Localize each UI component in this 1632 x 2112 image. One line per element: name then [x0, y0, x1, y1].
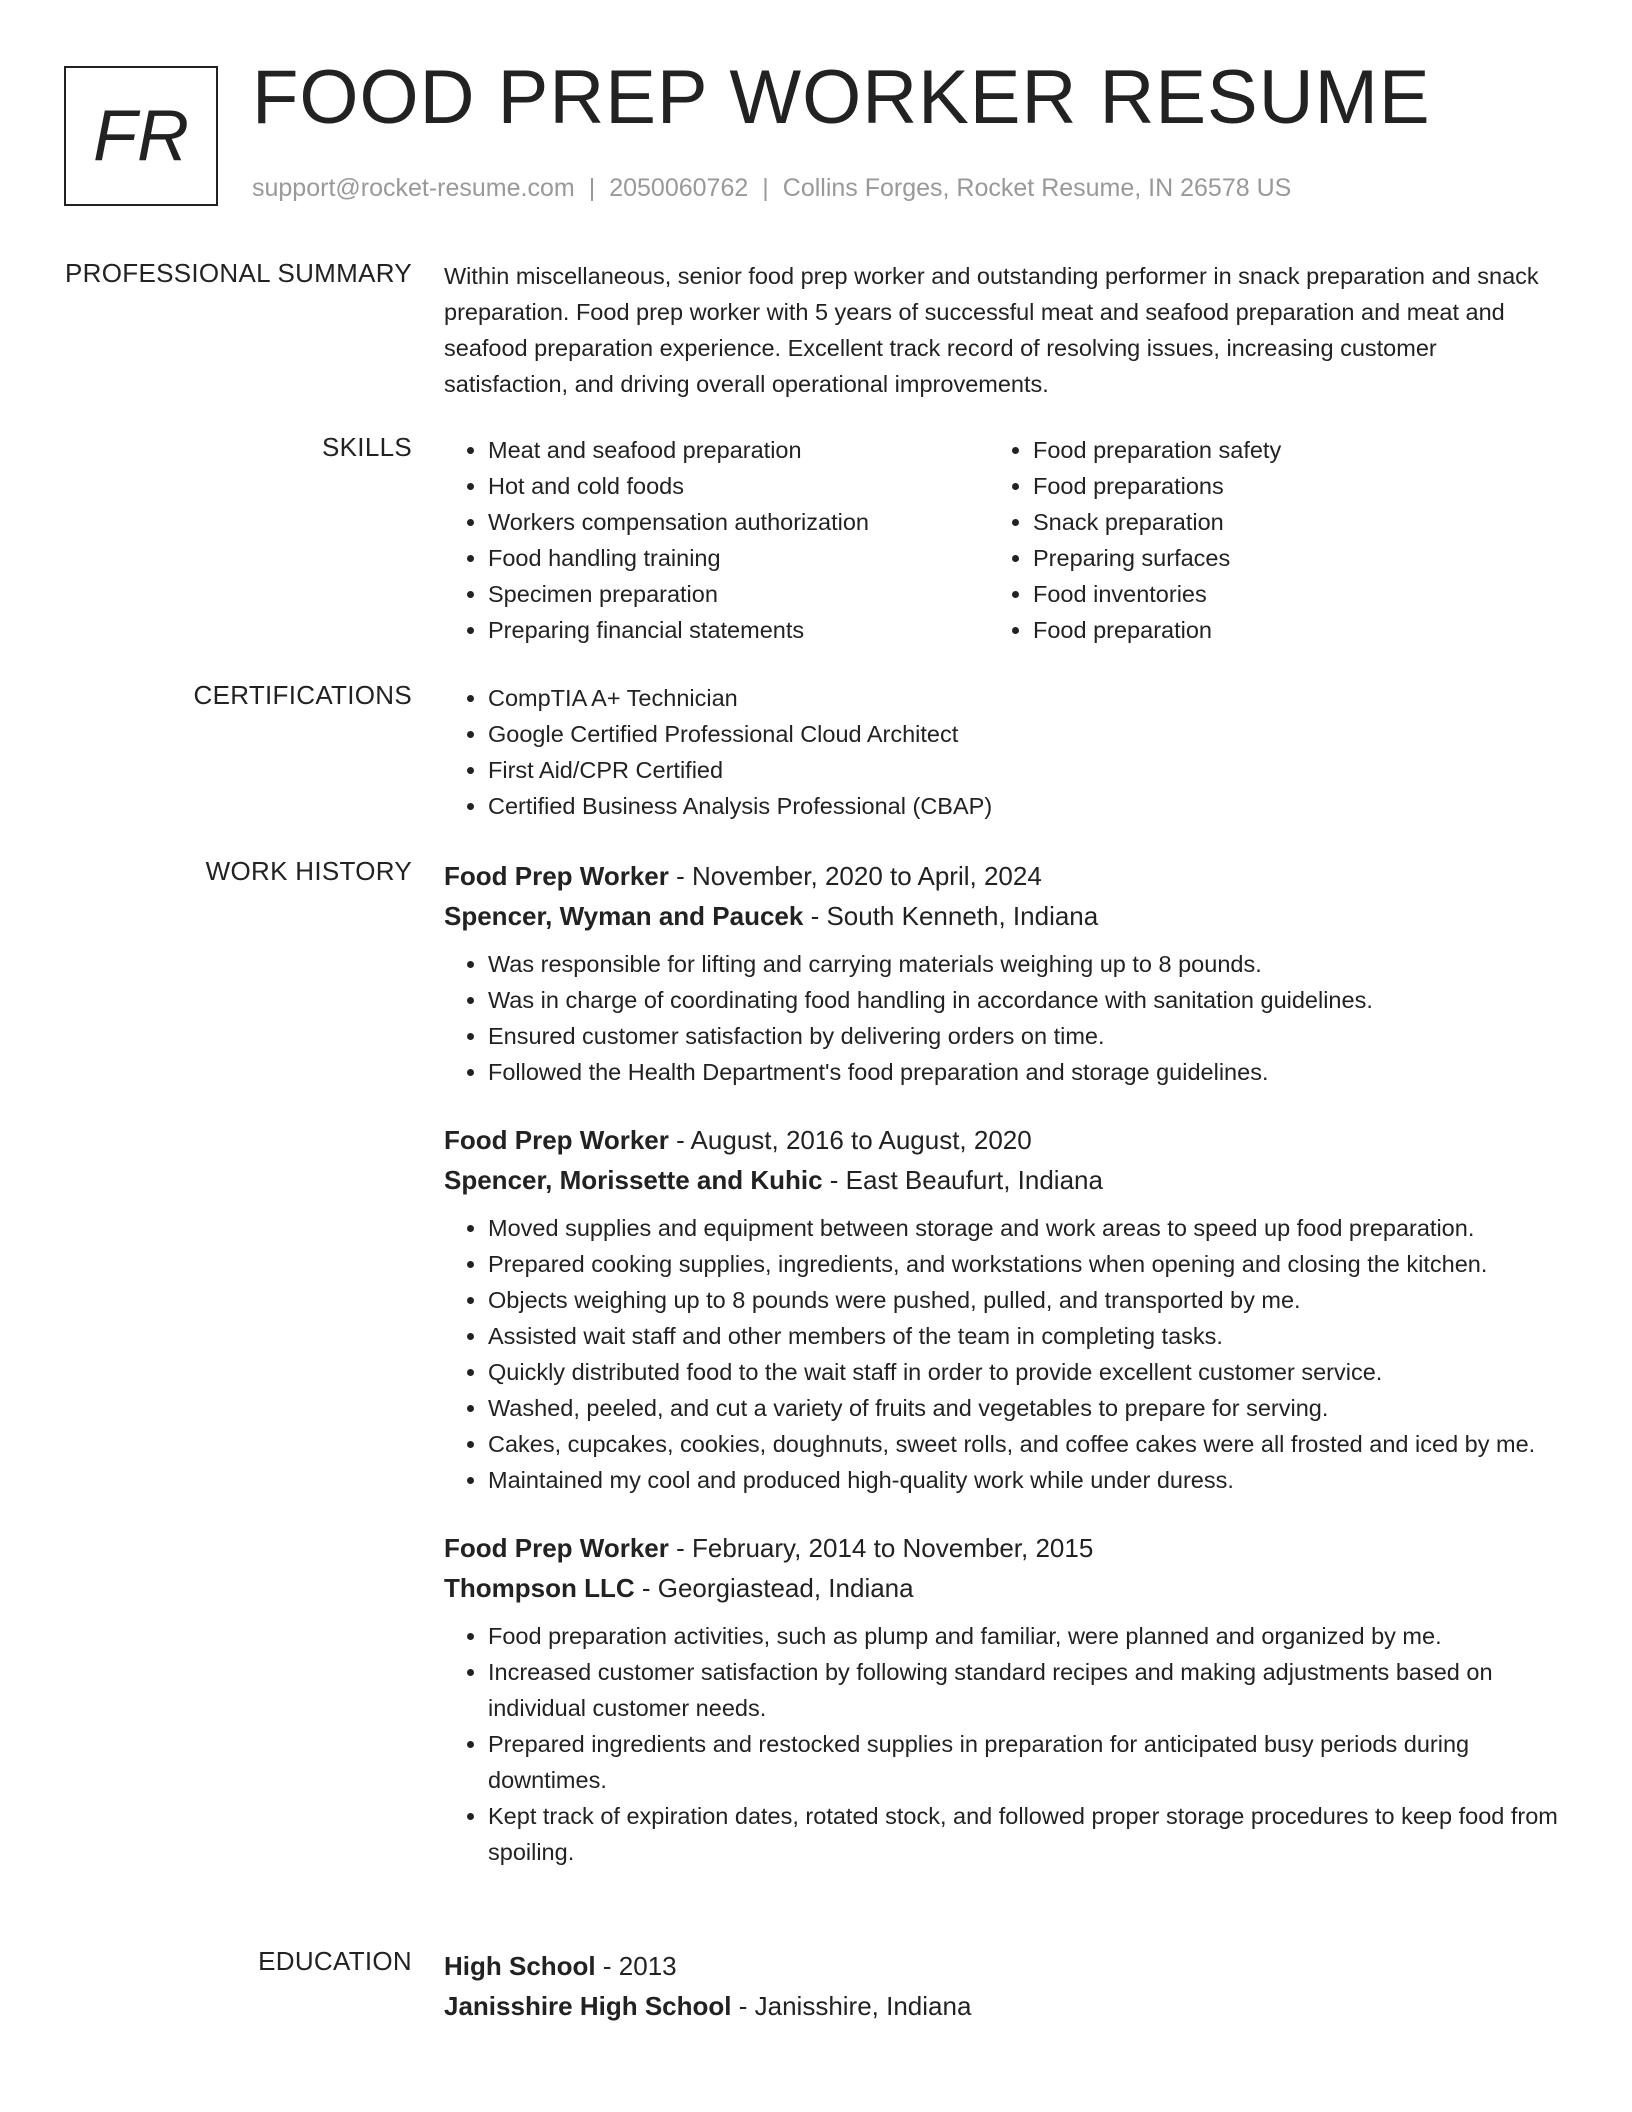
- monogram: FR: [64, 66, 218, 206]
- job-company-line: [444, 1568, 1564, 1608]
- job-entry: [444, 1120, 1564, 1498]
- job-bullet: • Followed the Health Department's food preparation and storage guidelines.: [488, 1054, 1564, 1090]
- skill-item: • Workers compensation authorization: [488, 504, 964, 540]
- job-bullet: • Assisted wait staff and other members of the team in completing tasks.: [488, 1318, 1564, 1354]
- job-bullet: • Objects weighing up to 8 pounds were pushed, pulled, and transported by me.: [488, 1282, 1564, 1318]
- job-company-line: [444, 896, 1564, 936]
- certification-item: • CompTIA A+ Technician: [488, 680, 1564, 716]
- job-location: - South Kenneth, Indiana: [803, 901, 1099, 931]
- job-title: Food Prep Worker: [444, 1125, 669, 1155]
- certification-item: • Certified Business Analysis Professional (CBAP): [488, 788, 1564, 824]
- skill-item: • Food preparation: [1033, 612, 1509, 648]
- job-bullet: • Moved supplies and equipment between storage and work areas to speed up food preparation.: [488, 1210, 1564, 1246]
- skills-list: [444, 432, 1564, 652]
- job-bullet: • Food preparation activities, such as plump and familiar, were planned and organized by me.: [488, 1618, 1564, 1654]
- contact-email: support@rocket-resume.com: [252, 174, 575, 202]
- job-bullet: • Prepared ingredients and restocked supplies in preparation for anticipated busy periods during downtimes.: [488, 1726, 1564, 1798]
- job-bullet: • Washed, peeled, and cut a variety of fruits and vegetables to prepare for serving.: [488, 1390, 1564, 1426]
- summary-label: PROFESSIONAL SUMMARY: [65, 258, 412, 288]
- contact-line: [252, 174, 1291, 203]
- job-location: - East Beaufurt, Indiana: [822, 1165, 1103, 1195]
- job-company-line: [444, 1160, 1564, 1200]
- skill-item: • Preparing surfaces: [1033, 540, 1509, 576]
- skill-item: • Food inventories: [1033, 576, 1509, 612]
- contact-separator: |: [588, 174, 596, 202]
- contact-address: Collins Forges, Rocket Resume, IN 26578 US: [782, 174, 1292, 202]
- education-year: - 2013: [595, 1951, 677, 1981]
- skill-item: • Meat and seafood preparation: [488, 432, 964, 468]
- job-entry: [444, 1528, 1564, 1870]
- job-title-line: [444, 856, 1564, 896]
- education-degree: High School: [444, 1951, 596, 1981]
- job-bullet: • Kept track of expiration dates, rotated stock, and followed proper storage procedures to keep food from spoiling.: [488, 1798, 1564, 1870]
- job-bullet: • Prepared cooking supplies, ingredients, and workstations when opening and closing the kitchen.: [488, 1246, 1564, 1282]
- education-school: Janisshire High School: [444, 1991, 732, 2021]
- skills-column-right: [989, 432, 1509, 648]
- job-bullet: • Quickly distributed food to the wait staff in order to provide excellent customer service.: [488, 1354, 1564, 1390]
- certifications-label: CERTIFICATIONS: [193, 680, 412, 710]
- skills-label: SKILLS: [322, 432, 412, 462]
- skills-column-left: [444, 432, 964, 648]
- education-location: - Janisshire, Indiana: [731, 1991, 972, 2021]
- job-entry: [444, 856, 1564, 1090]
- job-dates: - August, 2016 to August, 2020: [668, 1125, 1032, 1155]
- job-dates: - February, 2014 to November, 2015: [668, 1533, 1094, 1563]
- resume-title: FOOD PREP WORKER RESUME: [252, 55, 1431, 140]
- skill-item: • Hot and cold foods: [488, 468, 964, 504]
- contact-separator: |: [762, 174, 769, 202]
- job-title-line: [444, 1120, 1564, 1160]
- work-history-label: WORK HISTORY: [205, 856, 412, 886]
- skill-item: • Specimen preparation: [488, 576, 964, 612]
- job-bullet: • Was in charge of coordinating food handling in accordance with sanitation guidelines.: [488, 982, 1564, 1018]
- job-bullet: • Increased customer satisfaction by following standard recipes and making adjustments based on individual customer needs.: [488, 1654, 1564, 1726]
- contact-phone: 2050060762: [609, 174, 749, 202]
- education-entry: [444, 1946, 1564, 2026]
- job-bullet: • Ensured customer satisfaction by delivering orders on time.: [488, 1018, 1564, 1054]
- job-company: Spencer, Wyman and Paucek: [444, 901, 804, 931]
- job-bullet: • Maintained my cool and produced high-quality work while under duress.: [488, 1462, 1564, 1498]
- certifications-list: [444, 680, 1564, 824]
- education-degree-line: [444, 1946, 1564, 1986]
- summary-text: Within miscellaneous, senior food prep worker and outstanding performer in snack preparation and snack preparation. Food prep worker with 5 years of successful meat and seafood preparation and meat and seafood preparation experience. Excellent track record of resolving issues, increasing customer satisfaction, and driving overall operational improvements.: [444, 263, 1539, 397]
- job-company: Thompson LLC: [444, 1573, 635, 1603]
- job-dates: - November, 2020 to April, 2024: [668, 861, 1042, 891]
- job-company: Spencer, Morissette and Kuhic: [444, 1165, 823, 1195]
- job-location: - Georgiastead, Indiana: [634, 1573, 914, 1603]
- education-school-line: [444, 1986, 1564, 2026]
- job-title: Food Prep Worker: [444, 861, 669, 891]
- certification-item: • First Aid/CPR Certified: [488, 752, 1564, 788]
- skill-item: • Food preparation safety: [1033, 432, 1509, 468]
- job-bullet: • Was responsible for lifting and carrying materials weighing up to 8 pounds.: [488, 946, 1564, 982]
- job-bullet: • Cakes, cupcakes, cookies, doughnuts, sweet rolls, and coffee cakes were all frosted and iced by me.: [488, 1426, 1564, 1462]
- skill-item: • Preparing financial statements: [488, 612, 964, 648]
- skill-item: • Snack preparation: [1033, 504, 1509, 540]
- certification-item: • Google Certified Professional Cloud Architect: [488, 716, 1564, 752]
- job-title: Food Prep Worker: [444, 1533, 669, 1563]
- skill-item: • Food preparations: [1033, 468, 1509, 504]
- skill-item: • Food handling training: [488, 540, 964, 576]
- job-title-line: [444, 1528, 1564, 1568]
- work-history-list: [444, 856, 1564, 1870]
- education-label: EDUCATION: [258, 1946, 412, 1976]
